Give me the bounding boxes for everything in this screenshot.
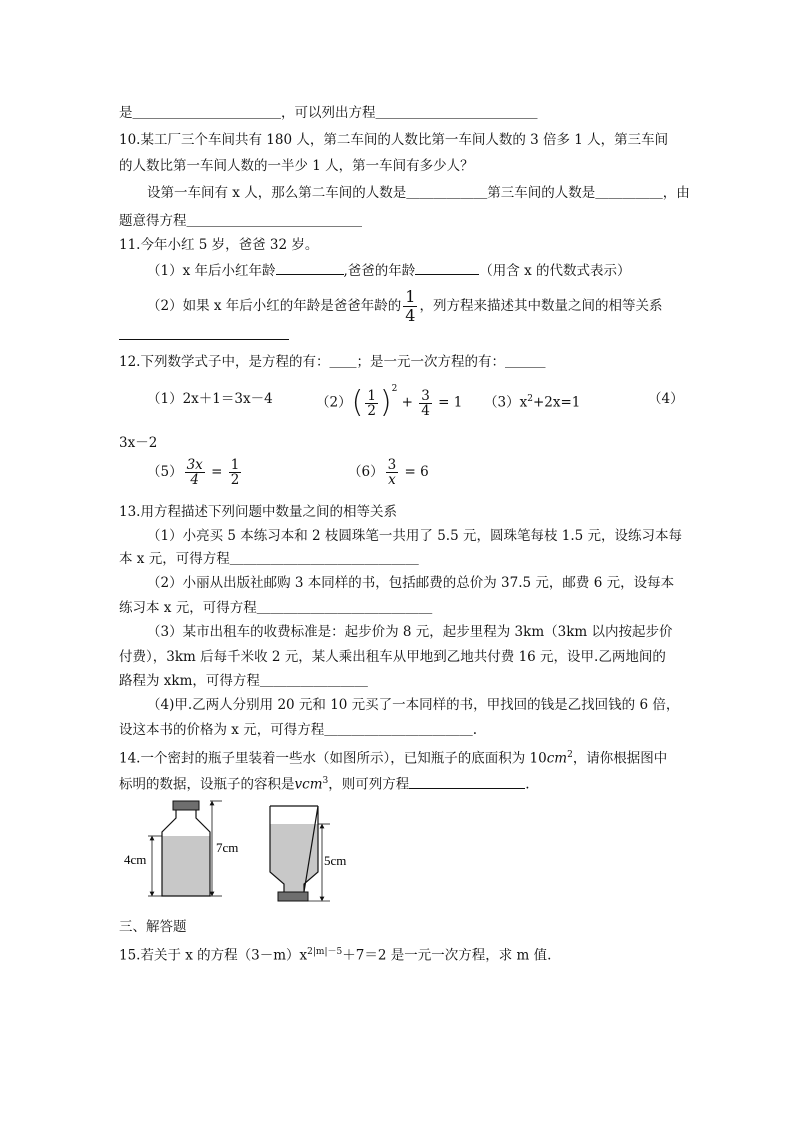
q12-i2-den2: 4 bbox=[421, 402, 430, 419]
q13-p1-line1: （1）小亮买 5 本练习本和 2 枝圆珠笔一共用了 5.5 元，圆珠笔每枝 1.5 元，设练习本每 bbox=[147, 528, 683, 544]
label-7cm: 7cm bbox=[216, 840, 239, 855]
q12-i5-frac1 bbox=[185, 458, 205, 487]
q12-item6 bbox=[348, 452, 429, 492]
q12-i3-b: +2x=1 bbox=[532, 394, 581, 411]
q12-i5-num1: 3x bbox=[186, 457, 203, 473]
q14-l1-b: ，请你根据图中 bbox=[572, 750, 668, 767]
q12-i2-paren-right: ) bbox=[379, 385, 392, 420]
q12-i2-eq: = 1 bbox=[438, 394, 463, 411]
q13-p2-line2: 练习本 x 元，可得方程＿＿＿＿＿＿＿＿＿＿＿＿＿ bbox=[119, 600, 433, 616]
q11-p1-b: ,爸爸的年龄 bbox=[343, 263, 416, 279]
q11-part2 bbox=[147, 288, 662, 325]
q11-p1-c: （用含 x 的代数式表示） bbox=[479, 263, 631, 279]
q15-a: 15.若关于 x 的方程（3－m）x bbox=[119, 947, 308, 964]
q12-i6-num: 3 bbox=[387, 457, 397, 473]
q11-fraction bbox=[403, 288, 417, 325]
q10-line1: 10.某工厂三个车间共有 180 人，第二车间的人数比第一车间人数的 3 倍多 1 人，第三车间 bbox=[119, 132, 669, 148]
q12-item1: （1）2x＋1＝3x－4 bbox=[147, 391, 273, 407]
bottle-inverted bbox=[270, 806, 346, 901]
q12-i5-eq: = bbox=[211, 464, 223, 480]
q13-p4-line1: （4)甲.乙两人分别用 20 元和 10 元买了一本同样的书，甲找回的钱是乙找回钱的 6 倍， bbox=[147, 697, 680, 713]
q12-item4-text: 3x－2 bbox=[119, 435, 158, 451]
q12-i5-frac2 bbox=[229, 458, 242, 487]
q12-item3 bbox=[484, 390, 580, 412]
q12-i3-exp: 2 bbox=[527, 394, 533, 404]
label-4cm: 4cm bbox=[124, 852, 147, 867]
q12-i2-paren-left: ( bbox=[351, 385, 364, 420]
q11-p1-blank2[interactable] bbox=[415, 260, 479, 275]
q12-i6-den: x bbox=[388, 472, 396, 488]
q14-l1-exp: 2 bbox=[567, 750, 573, 760]
q12-i5-den2: 2 bbox=[230, 472, 240, 488]
q12-i3-a: （3）x bbox=[484, 394, 528, 411]
q11-frac-den: 4 bbox=[405, 306, 416, 325]
q14-l2-end: . bbox=[525, 776, 530, 793]
q12-title: 12.下列数学式子中，是方程的有：＿＿；是一元一次方程的有：＿＿＿ bbox=[119, 354, 546, 370]
q14-answer-blank[interactable] bbox=[409, 774, 525, 789]
q13-p4-line2: 设这本书的价格为 x 元，可得方程＿＿＿＿＿＿＿＿＿＿＿. bbox=[119, 722, 477, 738]
q11-frac-num: 1 bbox=[405, 287, 416, 306]
q12-i2-frac2 bbox=[419, 389, 432, 418]
q13-title: 13.用方程描述下列问题中数量之间的相等关系 bbox=[119, 504, 397, 520]
q12-i6-label: （6） bbox=[348, 464, 384, 480]
q12-i2-frac1 bbox=[365, 389, 378, 418]
bottle-inverted-water bbox=[270, 824, 318, 892]
q12-i2-den1: 2 bbox=[367, 402, 376, 419]
q12-i2-num1: 1 bbox=[367, 387, 376, 404]
q12-i2-num2: 3 bbox=[421, 387, 430, 404]
q12-item4-label: （4） bbox=[648, 391, 684, 407]
q9-tail: 是＿＿＿＿＿＿＿＿＿＿＿，可以列出方程＿＿＿＿＿＿＿＿＿＿＿＿ bbox=[119, 105, 538, 121]
q13-p1-line2: 本 x 元，可得方程＿＿＿＿＿＿＿＿＿＿＿＿＿＿ bbox=[119, 551, 419, 567]
q12-i5-label: （5） bbox=[147, 464, 183, 480]
q11-title: 11.今年小红 5 岁，爸爸 32 岁。 bbox=[119, 237, 319, 253]
q13-p3-line2: 付费），3km 后每千米收 2 元，某人乘出租车从甲地到乙地共付费 16 元，设甲.乙两地间的 bbox=[119, 649, 666, 665]
q14-l1-unit: cm bbox=[546, 750, 568, 767]
q15-exp: 2|m|－5 bbox=[307, 947, 343, 957]
q11-answer-line[interactable] bbox=[119, 339, 289, 340]
q15 bbox=[119, 943, 551, 965]
q12-i5-den1: 4 bbox=[190, 472, 199, 488]
q14-line1 bbox=[119, 746, 667, 768]
q12-i2-label: （2） bbox=[316, 394, 352, 411]
q14-line2 bbox=[119, 772, 530, 794]
bottle-upright bbox=[124, 801, 238, 896]
q13-p3-line1: （3）某市出租车的收费标准是：起步价为 8 元，起步里程为 3km（3km 以内按起步价 bbox=[147, 624, 673, 640]
q10-line4: 题意得方程＿＿＿＿＿＿＿＿＿＿＿＿＿ bbox=[119, 213, 362, 229]
bottle-inverted-cap bbox=[278, 892, 308, 901]
q12-item5 bbox=[147, 452, 243, 492]
q12-i5-num2: 1 bbox=[230, 457, 240, 473]
q14-l2-a: 标明的数据，设瓶子的容积是 bbox=[119, 776, 295, 793]
label-5cm: 5cm bbox=[324, 853, 347, 868]
q11-p1-a: （1）x 年后小红年龄 bbox=[147, 263, 276, 279]
q14-l2-exp: 3 bbox=[322, 776, 329, 786]
q14-l1-a: 14.一个密封的瓶子里装着一些水（如图所示），已知瓶子的底面积为 10 bbox=[119, 750, 547, 767]
q11-part1 bbox=[147, 260, 631, 280]
q12-i6-frac bbox=[386, 458, 399, 487]
q12-i6-eq: = 6 bbox=[404, 464, 429, 480]
bottle-upright-cap bbox=[173, 801, 199, 810]
q12-i2-plus: + bbox=[401, 394, 413, 411]
q13-p2-line1: （2）小丽从出版社邮购 3 本同样的书，包括邮费的总价为 37.5 元，邮费 6 元，设每本 bbox=[147, 575, 675, 591]
section-3-heading: 三、解答题 bbox=[119, 919, 187, 935]
q10-line3: 设第一车间有 x 人，那么第二车间的人数是＿＿＿＿＿＿第三车间的人数是＿＿＿＿＿，由 bbox=[147, 185, 690, 201]
q12-i2-exp: 2 bbox=[391, 384, 398, 394]
bottle-upright-water bbox=[162, 836, 210, 896]
q11-p1-blank1[interactable] bbox=[276, 260, 344, 275]
q13-p3-line3: 路程为 xkm，可得方程＿＿＿＿＿＿＿＿ bbox=[119, 673, 368, 689]
q14-l2-b: ，则可列方程 bbox=[328, 776, 410, 793]
q14-l2-v: vcm bbox=[294, 776, 323, 793]
q12-item2 bbox=[316, 374, 462, 428]
q11-p2-a: （2）如果 x 年后小红的年龄是爸爸年龄的 bbox=[147, 298, 402, 314]
q10-line2: 的人数比第一车间人数的一半少 1 人，第一车间有多少人？ bbox=[119, 158, 474, 174]
q15-b: ＋7＝2 是一元一次方程，求 m 值. bbox=[342, 947, 552, 964]
bottle-figure bbox=[118, 796, 368, 906]
q11-p2-b: ，列方程来描述其中数量之间的相等关系 bbox=[419, 298, 663, 314]
